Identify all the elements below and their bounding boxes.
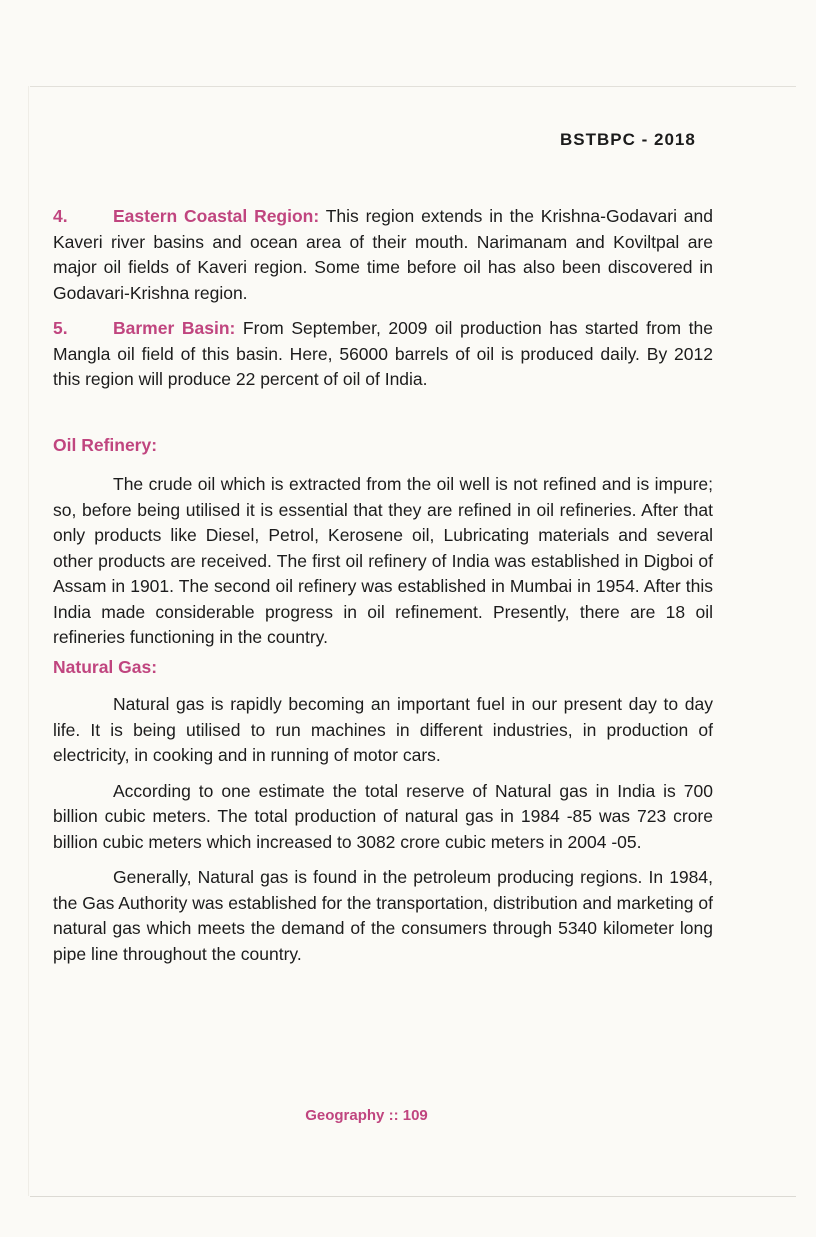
page-content xyxy=(53,204,713,967)
oil-refinery-paragraph: The crude oil which is extracted from the oil well is not refined and is impure; so, before being utilised it is essential that they are refined in oil refineries. After that only products like Diesel, Petrol, Kerosene oil, Lubricating materials and several other products are received. The first oil refinery of India was established in Digboi of Assam in 1901. The second oil refinery was established in Mumbai in 1954. After this India made considerable progress in oil refinement. Presently, there are 18 oil refineries functioning in the country. xyxy=(53,474,713,647)
natural-gas-heading: Natural Gas: xyxy=(53,656,158,677)
section-term: Eastern Coastal Region: xyxy=(113,206,320,226)
section-number: 4. xyxy=(53,206,68,226)
natural-gas-paragraph-3: Generally, Natural gas is found in the petroleum producing regions. In 1984, the Gas Authority was established for the transportation, distribution and marketing of natural gas which meets the demand of the consumers through 5340 kilometer long pipe line throughout the country. xyxy=(53,867,713,964)
natural-gas-paragraph-2: According to one estimate the total reserve of Natural gas in India is 700 billion cubic meters. The total production of natural gas in 1984 -85 was 723 crore billion cubic meters which increased to 3082 crore cubic meters in 2004 -05. xyxy=(53,780,713,852)
section-term: Barmer Basin: xyxy=(113,318,236,338)
page-footer: Geography :: 109 xyxy=(305,1107,428,1124)
section-text: This region extends in the Krishna-Godavari and Kaveri river basins and ocean area of their mouth. Narimanam and Koviltpal are major oil fields of Kaveri region. Some time before oil has also been discovered in Godavari-Krishna region. xyxy=(53,206,713,303)
section-barmer-basin xyxy=(53,316,713,393)
page-left-edge xyxy=(28,86,29,1196)
page-bottom-edge xyxy=(30,1196,796,1197)
section-eastern-coastal-region xyxy=(53,204,713,306)
section-text: From September, 2009 oil production has started from the Mangla oil field of this basin. Here, 56000 barrels of oil is produced daily. By 2012 this region will produce 22 percent of oil of India. xyxy=(53,318,713,389)
oil-refinery-heading: Oil Refinery: xyxy=(53,434,158,455)
course-code-header: BSTBPC - 2018 xyxy=(560,130,696,149)
section-number: 5. xyxy=(53,318,68,338)
page-top-edge xyxy=(30,86,796,87)
natural-gas-paragraph-1: Natural gas is rapidly becoming an important fuel in our present day to day life. It is being utilised to run machines in different industries, in production of electricity, in cooking and in running of motor cars. xyxy=(53,694,713,765)
